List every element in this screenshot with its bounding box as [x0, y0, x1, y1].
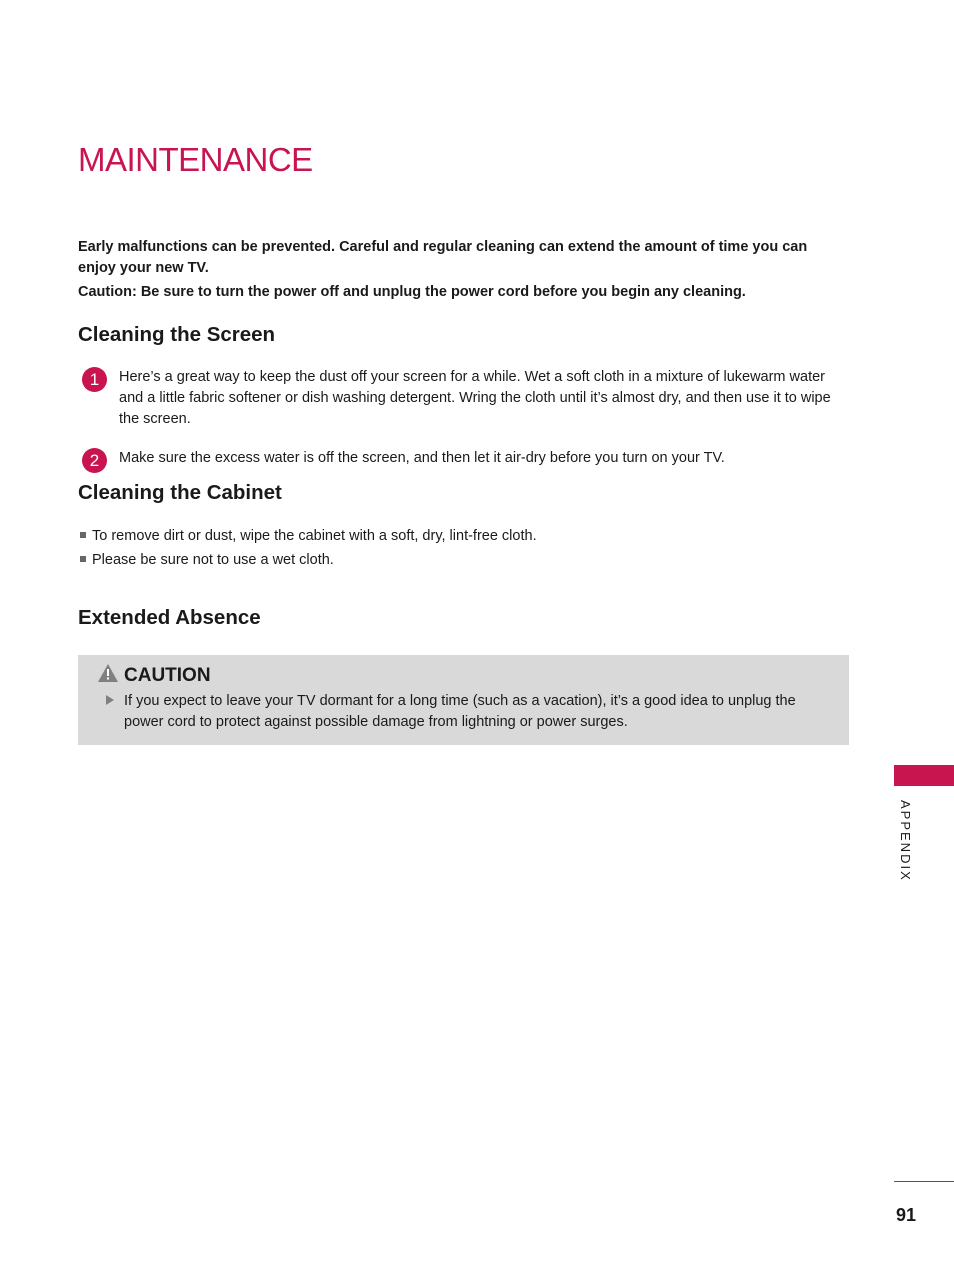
intro-text: Early malfunctions can be prevented. Careful and regular cleaning can extend the amount of time you can enjoy your new TV.: [78, 239, 808, 276]
step-number-badge: 2: [82, 448, 107, 473]
step-text: Here’s a great way to keep the dust off your screen for a while. Wet a soft cloth in a mixture of lukewarm water and a little fabric softener or dish washing detergent. Wring the cloth until it’s almost dry, and then use it to wipe the screen.: [119, 369, 831, 427]
step-text: Make sure the excess water is off the screen, and then let it air-dry before you turn on your TV.: [119, 450, 725, 466]
cleaning-caution-text: Caution: Be sure to turn the power off and unplug the power cord before you begin any cleaning.: [78, 284, 746, 300]
page-number: 91: [896, 1205, 917, 1225]
extended-absence-heading: Extended Absence: [78, 606, 261, 629]
cabinet-bullet-item: [80, 526, 820, 547]
cleaning-cabinet-heading: Cleaning the Cabinet: [78, 481, 282, 504]
square-bullet-icon: [80, 556, 86, 562]
square-bullet-icon: [80, 532, 86, 538]
warning-triangle-icon: [98, 664, 118, 682]
triangle-pointer-icon: [106, 695, 114, 705]
caution-box: [78, 655, 849, 745]
cleaning-screen-heading: Cleaning the Screen: [78, 323, 276, 346]
footer-divider: [894, 1181, 954, 1182]
bullet-text: Please be sure not to use a wet cloth.: [92, 552, 334, 568]
section-label: APPENDIX: [898, 800, 913, 882]
caution-label: CAUTION: [124, 665, 211, 686]
bullet-text: To remove dirt or dust, wipe the cabinet with a soft, dry, lint-free cloth.: [92, 528, 537, 544]
cabinet-bullet-item: [80, 550, 820, 571]
step-number-badge: 1: [82, 367, 107, 392]
section-tab-marker: [894, 765, 954, 786]
caution-text: If you expect to leave your TV dormant for a long time (such as a vacation), it’s a good idea to unplug the power cord to protect against possible damage from lightning or power surges.: [124, 693, 796, 730]
page-title: MAINTENANCE: [78, 141, 313, 178]
